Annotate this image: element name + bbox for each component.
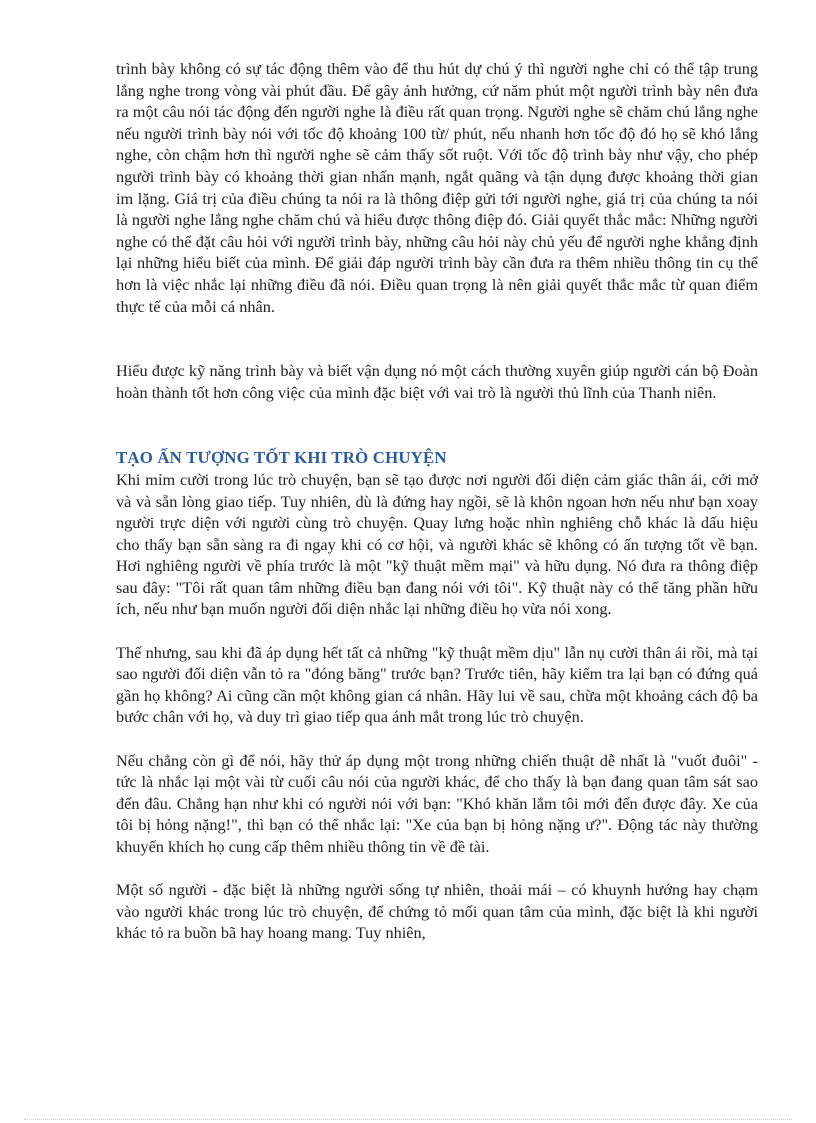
document-body [116, 58, 758, 944]
paragraph-echo-technique: Nếu chẳng còn gì để nói, hãy thử áp dụng một trong những chiến thuật dễ nhất là "vuốt đuôi" - tức là nhắc lại một vài từ cuối câu nói của người khác, để cho thấy là bạn đang quan tâm sát sao đến đâu. Chẳng hạn như khi có người nói với bạn: "Khó khăn lắm tôi mới đến được đây. Xe của tôi bị hỏng nặng!", thì bạn có thể nhắc lại: "Xe của bạn bị hỏng nặng ư?". Động tác này thường khuyến khích họ cung cấp thêm nhiều thông tin về đề tài. [116, 750, 758, 856]
paragraph-touch: Một số người - đặc biệt là những người sống tự nhiên, thoải mái – có khuynh hướng hay chạm vào người khác trong lúc trò chuyện, để chứng tỏ mối quan tâm của mình, đặc biệt là khi người khác tỏ ra buồn bã hay hoang mang. Tuy nhiên, [116, 880, 758, 943]
paragraph-spacer [116, 317, 758, 360]
paragraph-presentation-listening: trình bày không có sự tác động thêm vào để thu hút dự chú ý thì người nghe chỉ có thể tập trung lắng nghe trong vòng vài phút đầu. Để gây ảnh hưởng, cứ năm phút một người trình bày nên đưa ra một câu nói tác động đến người nghe là điều rất quan trọng. Người nghe sẽ chăm chú lắng nghe nếu người trình bày nói với tốc độ khoảng 100 từ/ phút, nếu nhanh hơn tốc độ đó họ sẽ khó lắng nghe, còn chậm hơn thì người nghe sẽ cảm thấy sốt ruột. Với tốc độ trình bày như vậy, cho phép người trình bày có khoảng thời gian nhấn mạnh, ngắt quãng và tận dụng được khoảng thời gian im lặng. Giá trị của điều chúng ta nói ra là thông điệp gửi tới người nghe, giá trị của chúng ta nói là người nghe lắng nghe chăm chú và hiểu được thông điệp đó. Giải quyết thắc mắc: Những người nghe có thể đặt câu hỏi với người trình bày, những câu hỏi này chủ yếu để người nghe khẳng định lại những hiểu biết của mình. Để giải đáp người trình bày cần đưa ra thêm nhiều thông tin cụ thể hơn là việc nhắc lại những điều đã nói. Điều quan trọng là nên giải quyết thắc mắc từ quan điểm thực tế của mỗi cá nhân. [116, 59, 758, 316]
paragraph-spacer [116, 728, 758, 750]
paragraph-spacer [116, 858, 758, 880]
paragraph-smile-and-posture: Khi mỉm cười trong lúc trò chuyện, bạn sẽ tạo được nơi người đối diện cảm giác thân ái, cởi mở và và sẵn lòng giao tiếp. Tuy nhiên, dù là đứng hay ngồi, sẽ là khôn ngoan hơn nếu như bạn xoay người trực diện với người cùng trò chuyện. Quay lưng hoặc nhìn nghiêng chỗ khác là dấu hiệu cho thấy bạn sẵn sàng ra đi ngay khi có cơ hội, và người khác sẽ không có ấn tượng tốt về bạn. Hơi nghiêng người về phía trước là một "kỹ thuật mềm mại" và hữu dụng. Nó đưa ra thông điệp sau đây: "Tôi rất quan tâm những điều bạn đang nói với tôi". Kỹ thuật này có thể tăng phần hữu ích, nếu như bạn muốn người đối diện nhắc lại những điều họ vừa nói xong. [116, 469, 758, 619]
paragraph-presentation-conclusion: Hiểu được kỹ năng trình bày và biết vận dụng nó một cách thường xuyên giúp người cán bộ Đoàn hoàn thành tốt hơn công việc của mình đặc biệt với vai trò là người thủ lĩnh của Thanh niên. [116, 361, 758, 402]
page-bottom-rule [24, 1119, 792, 1120]
paragraph-spacer [116, 620, 758, 642]
paragraph-personal-space: Thế nhưng, sau khi đã áp dụng hết tất cả những "kỹ thuật mềm dịu" lẫn nụ cười thân ái rồi, mà tại sao người đối diện vẫn tỏ ra "đóng băng" trước bạn? Trước tiên, hãy kiểm tra lại bạn có đứng quá gần họ không? Ai cũng cần một không gian cá nhân. Hãy lui về sau, chừa một khoảng cách độ ba bước chân với họ, và duy trì giao tiếp qua ánh mắt trong lúc trò chuyện. [116, 642, 758, 727]
section-spacer [116, 403, 758, 447]
section-heading: TẠO ẤN TƯỢNG TỐT KHI TRÒ CHUYỆN [116, 448, 447, 468]
